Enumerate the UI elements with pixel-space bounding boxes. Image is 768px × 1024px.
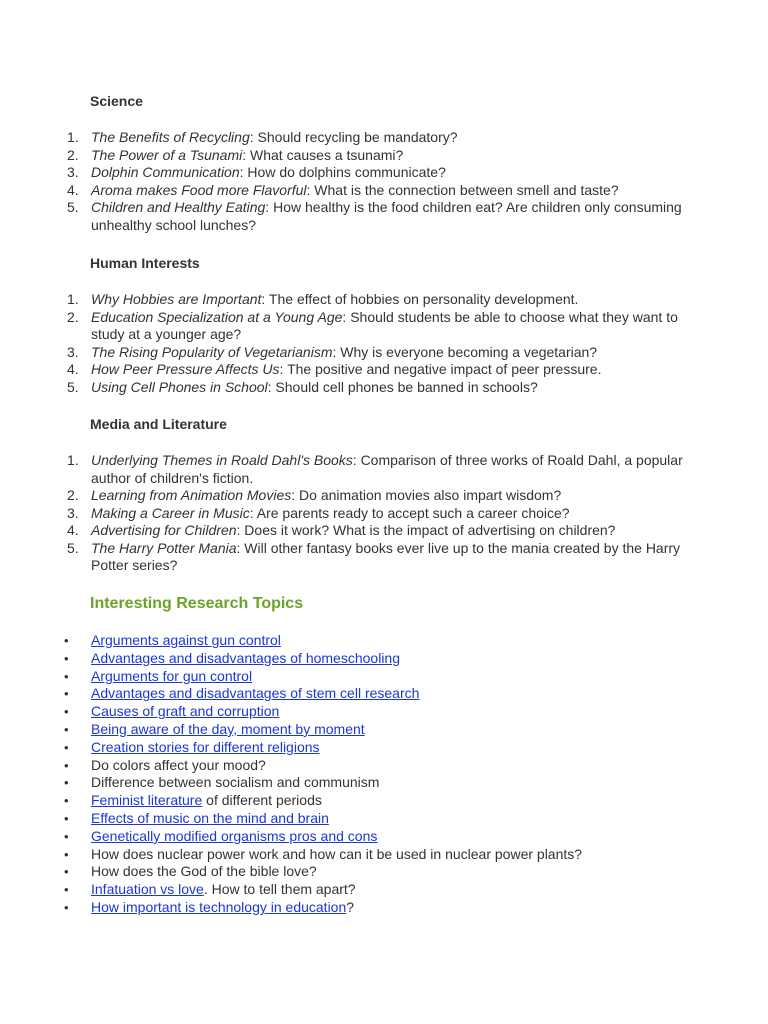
media-and-literature-heading: Media and Literature	[90, 416, 227, 432]
item-number: 5.	[67, 539, 79, 556]
item-title: How Peer Pressure Affects Us	[91, 361, 280, 377]
bullet-icon: •	[64, 757, 69, 773]
science-heading: Science	[90, 93, 143, 109]
list-item	[0, 739, 768, 757]
topic-text: of different periods	[202, 792, 322, 809]
list-item	[0, 129, 768, 147]
bullet-icon: •	[64, 686, 69, 702]
item-text	[91, 344, 683, 362]
bullet-icon: •	[64, 828, 69, 844]
item-title: Learning from Animation Movies	[91, 487, 292, 503]
item-text	[91, 522, 683, 540]
item-number: 3.	[67, 343, 79, 360]
item-text	[91, 452, 683, 487]
item-description: : Does it work? What is the impact of advertising on children?	[236, 522, 616, 538]
media-and-literature-list	[0, 452, 768, 575]
item-text	[91, 774, 379, 792]
item-number: 5.	[67, 199, 79, 215]
item-title: Children and Healthy Eating	[91, 199, 266, 215]
list-item	[0, 361, 768, 379]
item-description: : Should recycling be mandatory?	[249, 129, 458, 145]
item-text	[91, 309, 683, 344]
item-number: 5.	[67, 378, 79, 395]
bullet-icon: •	[64, 633, 69, 648]
bullet-icon: •	[64, 739, 69, 755]
item-title: Aroma makes Food more Flavorful	[91, 181, 307, 198]
topic-link[interactable]: Genetically modified organisms pros and cons	[91, 827, 378, 844]
item-number: 4.	[67, 361, 79, 377]
item-text	[91, 810, 329, 828]
list-item	[0, 291, 768, 309]
list-item	[0, 650, 768, 668]
list-item	[0, 810, 768, 828]
list-item	[0, 668, 768, 686]
list-item	[0, 828, 768, 846]
item-title: Education Specialization at a Young Age	[91, 308, 343, 325]
item-number: 3.	[67, 164, 79, 180]
item-description: : What causes a tsunami?	[242, 146, 404, 163]
list-item	[0, 344, 768, 362]
item-description: : How healthy is the food children eat? Are children only consuming unhealthy school lunches?	[91, 199, 682, 233]
list-item	[0, 792, 768, 810]
item-text	[91, 291, 683, 309]
item-text	[91, 379, 683, 397]
bullet-icon: •	[64, 846, 69, 862]
item-description: : Should cell phones be banned in schools?	[267, 378, 538, 395]
topic-text: Difference between socialism and communism	[91, 774, 380, 791]
list-item	[0, 182, 768, 200]
list-item	[0, 721, 768, 739]
item-text	[91, 147, 683, 165]
topic-link[interactable]: Advantages and disadvantages of stem cell research	[91, 685, 420, 702]
list-item	[0, 863, 768, 881]
list-item	[0, 899, 768, 917]
item-description: : Are parents ready to accept such a career choice?	[249, 504, 570, 521]
list-item	[0, 147, 768, 165]
item-description: : Why is everyone becoming a vegetarian?	[332, 343, 598, 360]
item-text	[91, 632, 281, 650]
list-item	[0, 632, 768, 650]
item-text	[91, 199, 683, 234]
topic-link[interactable]: Being aware of the day, moment by moment	[91, 720, 365, 737]
topic-link[interactable]: Causes of graft and corruption	[91, 703, 280, 720]
topic-link[interactable]: Arguments against gun control	[91, 632, 281, 648]
item-number: 2.	[67, 146, 79, 163]
bullet-icon: •	[64, 793, 69, 809]
item-text	[91, 703, 279, 721]
item-title: Advertising for Children	[91, 522, 237, 538]
list-item	[0, 379, 768, 397]
topic-text: How does nuclear power work and how can it be used in nuclear power plants?	[91, 845, 583, 862]
item-text	[91, 505, 683, 523]
item-text	[91, 487, 683, 505]
item-number: 4.	[67, 522, 79, 538]
list-item	[0, 309, 768, 344]
item-description: : Comparison of three works of Roald Dahl, a popular author of children's fiction.	[91, 452, 683, 486]
item-text	[91, 650, 400, 668]
item-text	[91, 721, 365, 739]
topic-link[interactable]: How important is technology in education	[91, 898, 347, 915]
list-item	[0, 685, 768, 703]
topic-text: . How to tell them apart?	[203, 881, 356, 898]
item-text	[91, 182, 683, 200]
list-item	[0, 846, 768, 864]
list-item	[0, 774, 768, 792]
item-text	[91, 828, 377, 846]
item-number: 1.	[67, 291, 79, 307]
list-item	[0, 487, 768, 505]
bullet-icon: •	[64, 882, 69, 898]
item-text	[91, 899, 354, 917]
item-text	[91, 129, 683, 147]
human-interests-heading: Human Interests	[90, 255, 200, 271]
item-description: : The positive and negative impact of peer pressure.	[279, 361, 602, 377]
bullet-icon: •	[64, 668, 69, 684]
item-text	[91, 846, 582, 864]
item-title: Underlying Themes in Roald Dahl's Books	[91, 452, 353, 468]
item-title: Making a Career in Music	[91, 504, 250, 521]
human-interests-list	[0, 291, 768, 396]
list-item	[0, 164, 768, 182]
item-title: Using Cell Phones in School	[91, 378, 268, 395]
item-text	[91, 757, 266, 775]
list-item	[0, 540, 768, 575]
list-item	[0, 881, 768, 899]
item-title: The Benefits of Recycling	[91, 129, 250, 145]
item-title: The Harry Potter Mania	[91, 539, 237, 556]
list-item	[0, 703, 768, 721]
bullet-icon: •	[64, 721, 69, 737]
bullet-icon: •	[64, 650, 69, 666]
list-item	[0, 452, 768, 487]
item-number: 1.	[67, 452, 79, 468]
bullet-icon: •	[64, 899, 69, 915]
item-number: 1.	[67, 129, 79, 145]
topic-link[interactable]: Creation stories for different religions	[91, 738, 320, 755]
topic-link[interactable]: Feminist literature	[91, 792, 203, 809]
item-text	[91, 164, 683, 182]
research-topics-list	[0, 632, 768, 917]
topic-text: How does the God of the bible love?	[91, 863, 317, 880]
topic-link[interactable]: Arguments for gun control	[91, 667, 253, 684]
item-text	[91, 739, 320, 757]
item-text	[91, 668, 252, 686]
topic-text: ?	[346, 898, 355, 915]
item-text	[91, 863, 317, 881]
bullet-icon: •	[64, 810, 69, 826]
item-description: : Should students be able to choose what they want to study at a younger age?	[91, 308, 678, 342]
item-description: : How do dolphins communicate?	[239, 164, 446, 180]
item-text	[91, 792, 322, 810]
item-number: 3.	[67, 504, 79, 521]
topic-link[interactable]: Effects of music on the mind and brain	[91, 809, 329, 826]
item-title: The Power of a Tsunami	[91, 146, 243, 163]
topic-link[interactable]: Advantages and disadvantages of homeschooling	[91, 649, 400, 666]
list-item	[0, 757, 768, 775]
list-item	[0, 522, 768, 540]
item-title: Dolphin Communication	[91, 164, 240, 180]
item-number: 2.	[67, 487, 79, 503]
item-text	[91, 685, 419, 703]
item-title: The Rising Popularity of Vegetarianism	[91, 343, 333, 360]
list-item	[0, 505, 768, 523]
item-description: : What is the connection between smell and taste?	[306, 181, 619, 198]
item-text	[91, 540, 683, 575]
topic-link[interactable]: Infatuation vs love	[91, 881, 204, 898]
list-item	[0, 199, 768, 234]
item-number: 4.	[67, 181, 79, 198]
item-description: : The effect of hobbies on personality development.	[261, 291, 579, 307]
science-list	[0, 129, 768, 234]
topic-text: Do colors affect your mood?	[91, 756, 266, 773]
item-text	[91, 361, 683, 379]
bullet-icon: •	[64, 704, 69, 720]
item-number: 2.	[67, 308, 79, 325]
item-description: : Do animation movies also impart wisdom?	[291, 487, 562, 503]
bullet-icon: •	[64, 864, 69, 880]
research-topics-title: Interesting Research Topics	[90, 595, 304, 612]
item-title: Why Hobbies are Important	[91, 291, 262, 307]
item-description: : Will other fantasy books ever live up to the mania created by the Harry Potter series?	[91, 539, 681, 573]
item-text	[91, 881, 356, 899]
bullet-icon: •	[64, 775, 69, 791]
